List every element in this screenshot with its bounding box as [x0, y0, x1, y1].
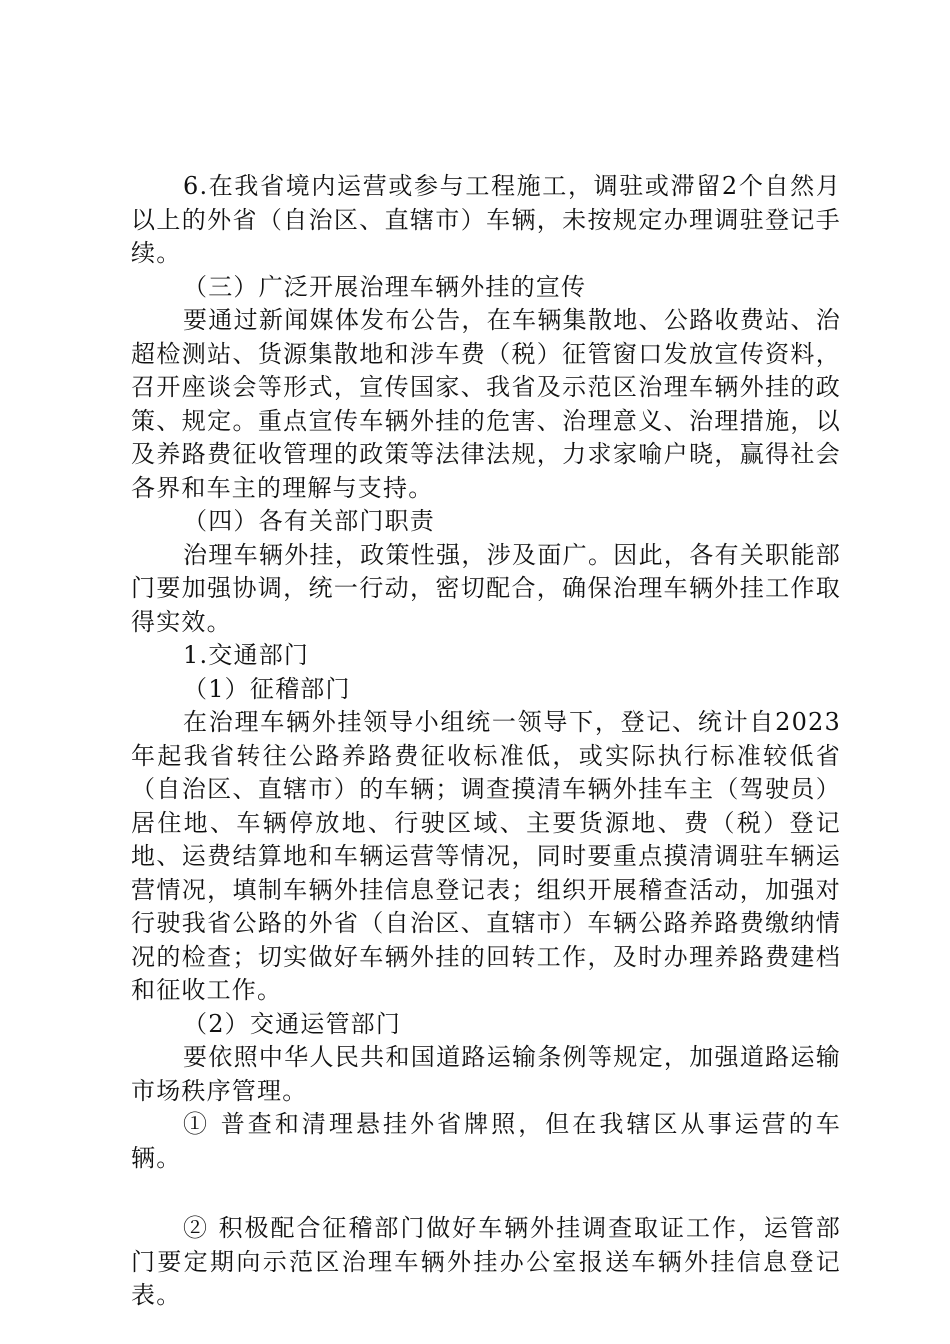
subheading-levy-dept: （1）征稽部门 — [183, 674, 351, 703]
paragraph-spacer — [131, 1175, 841, 1212]
list-item-1: ① 普查和清理悬挂外省牌照，但在我辖区从事运营的车辆。 — [131, 1110, 841, 1172]
list-item-2: ② 积极配合征稽部门做好车辆外挂调查取证工作，运管部门要定期向示范区治理车辆外挂办公室报送车辆外挂信息登记表。 — [131, 1214, 841, 1309]
paragraph-item-6: 6.在我省境内运营或参与工程施工，调驻或滞留2个自然月以上的外省（自治区、直辖市）车辆，未按规定办理调驻登记手续。 — [131, 172, 841, 267]
subheading-transport-admin-dept: （2）交通运管部门 — [183, 1009, 402, 1038]
paragraph-responsibilities: 治理车辆外挂，政策性强，涉及面广。因此，各有关职能部门要加强协调，统一行动，密切配合，确保治理车辆外挂工作取得实效。 — [131, 540, 841, 636]
paragraph-transport-admin: 要依照中华人民共和国道路运输条例等规定，加强道路运输市场秩序管理。 — [131, 1043, 841, 1105]
paragraph-publicity: 要通过新闻媒体发布公告，在车辆集散地、公路收费站、治超检测站、货源集散地和涉车费（税）征管窗口发放宣传资料，召开座谈会等形式，宣传国家、我省及示范区治理车辆外挂的政策、规定。重点宣传车辆外挂的危害、治理意义、治理措施，以及养路费征收管理的政策等法律法规，力求家喻户晓，赢得社会各界和车主的理解与支持。 — [131, 306, 841, 502]
section-heading-4: （四）各有关部门职责 — [183, 507, 435, 535]
document-body — [131, 170, 841, 1313]
paragraph-levy-duties: 在治理车辆外挂领导小组统一领导下，登记、统计自2023年起我省转往公路养路费征收标准低，或实际执行标准较低省（自治区、直辖市）的车辆；调查摸清车辆外挂车主（驾驶员）居住地、车辆停放地、行驶区域、主要货源地、费（税）登记地、运费结算地和车辆运营等情况，同时要重点摸清调驻车辆运营情况，填制车辆外挂信息登记表；组织开展稽查活动，加强对行驶我省公路的外省（自治区、直辖市）车辆公路养路费缴纳情况的检查；切实做好车辆外挂的回转工作，及时办理养路费建档和征收工作。 — [131, 708, 841, 1004]
section-heading-3: （三）广泛开展治理车辆外挂的宣传 — [183, 272, 587, 301]
subheading-transport-dept: 1.交通部门 — [183, 641, 310, 669]
